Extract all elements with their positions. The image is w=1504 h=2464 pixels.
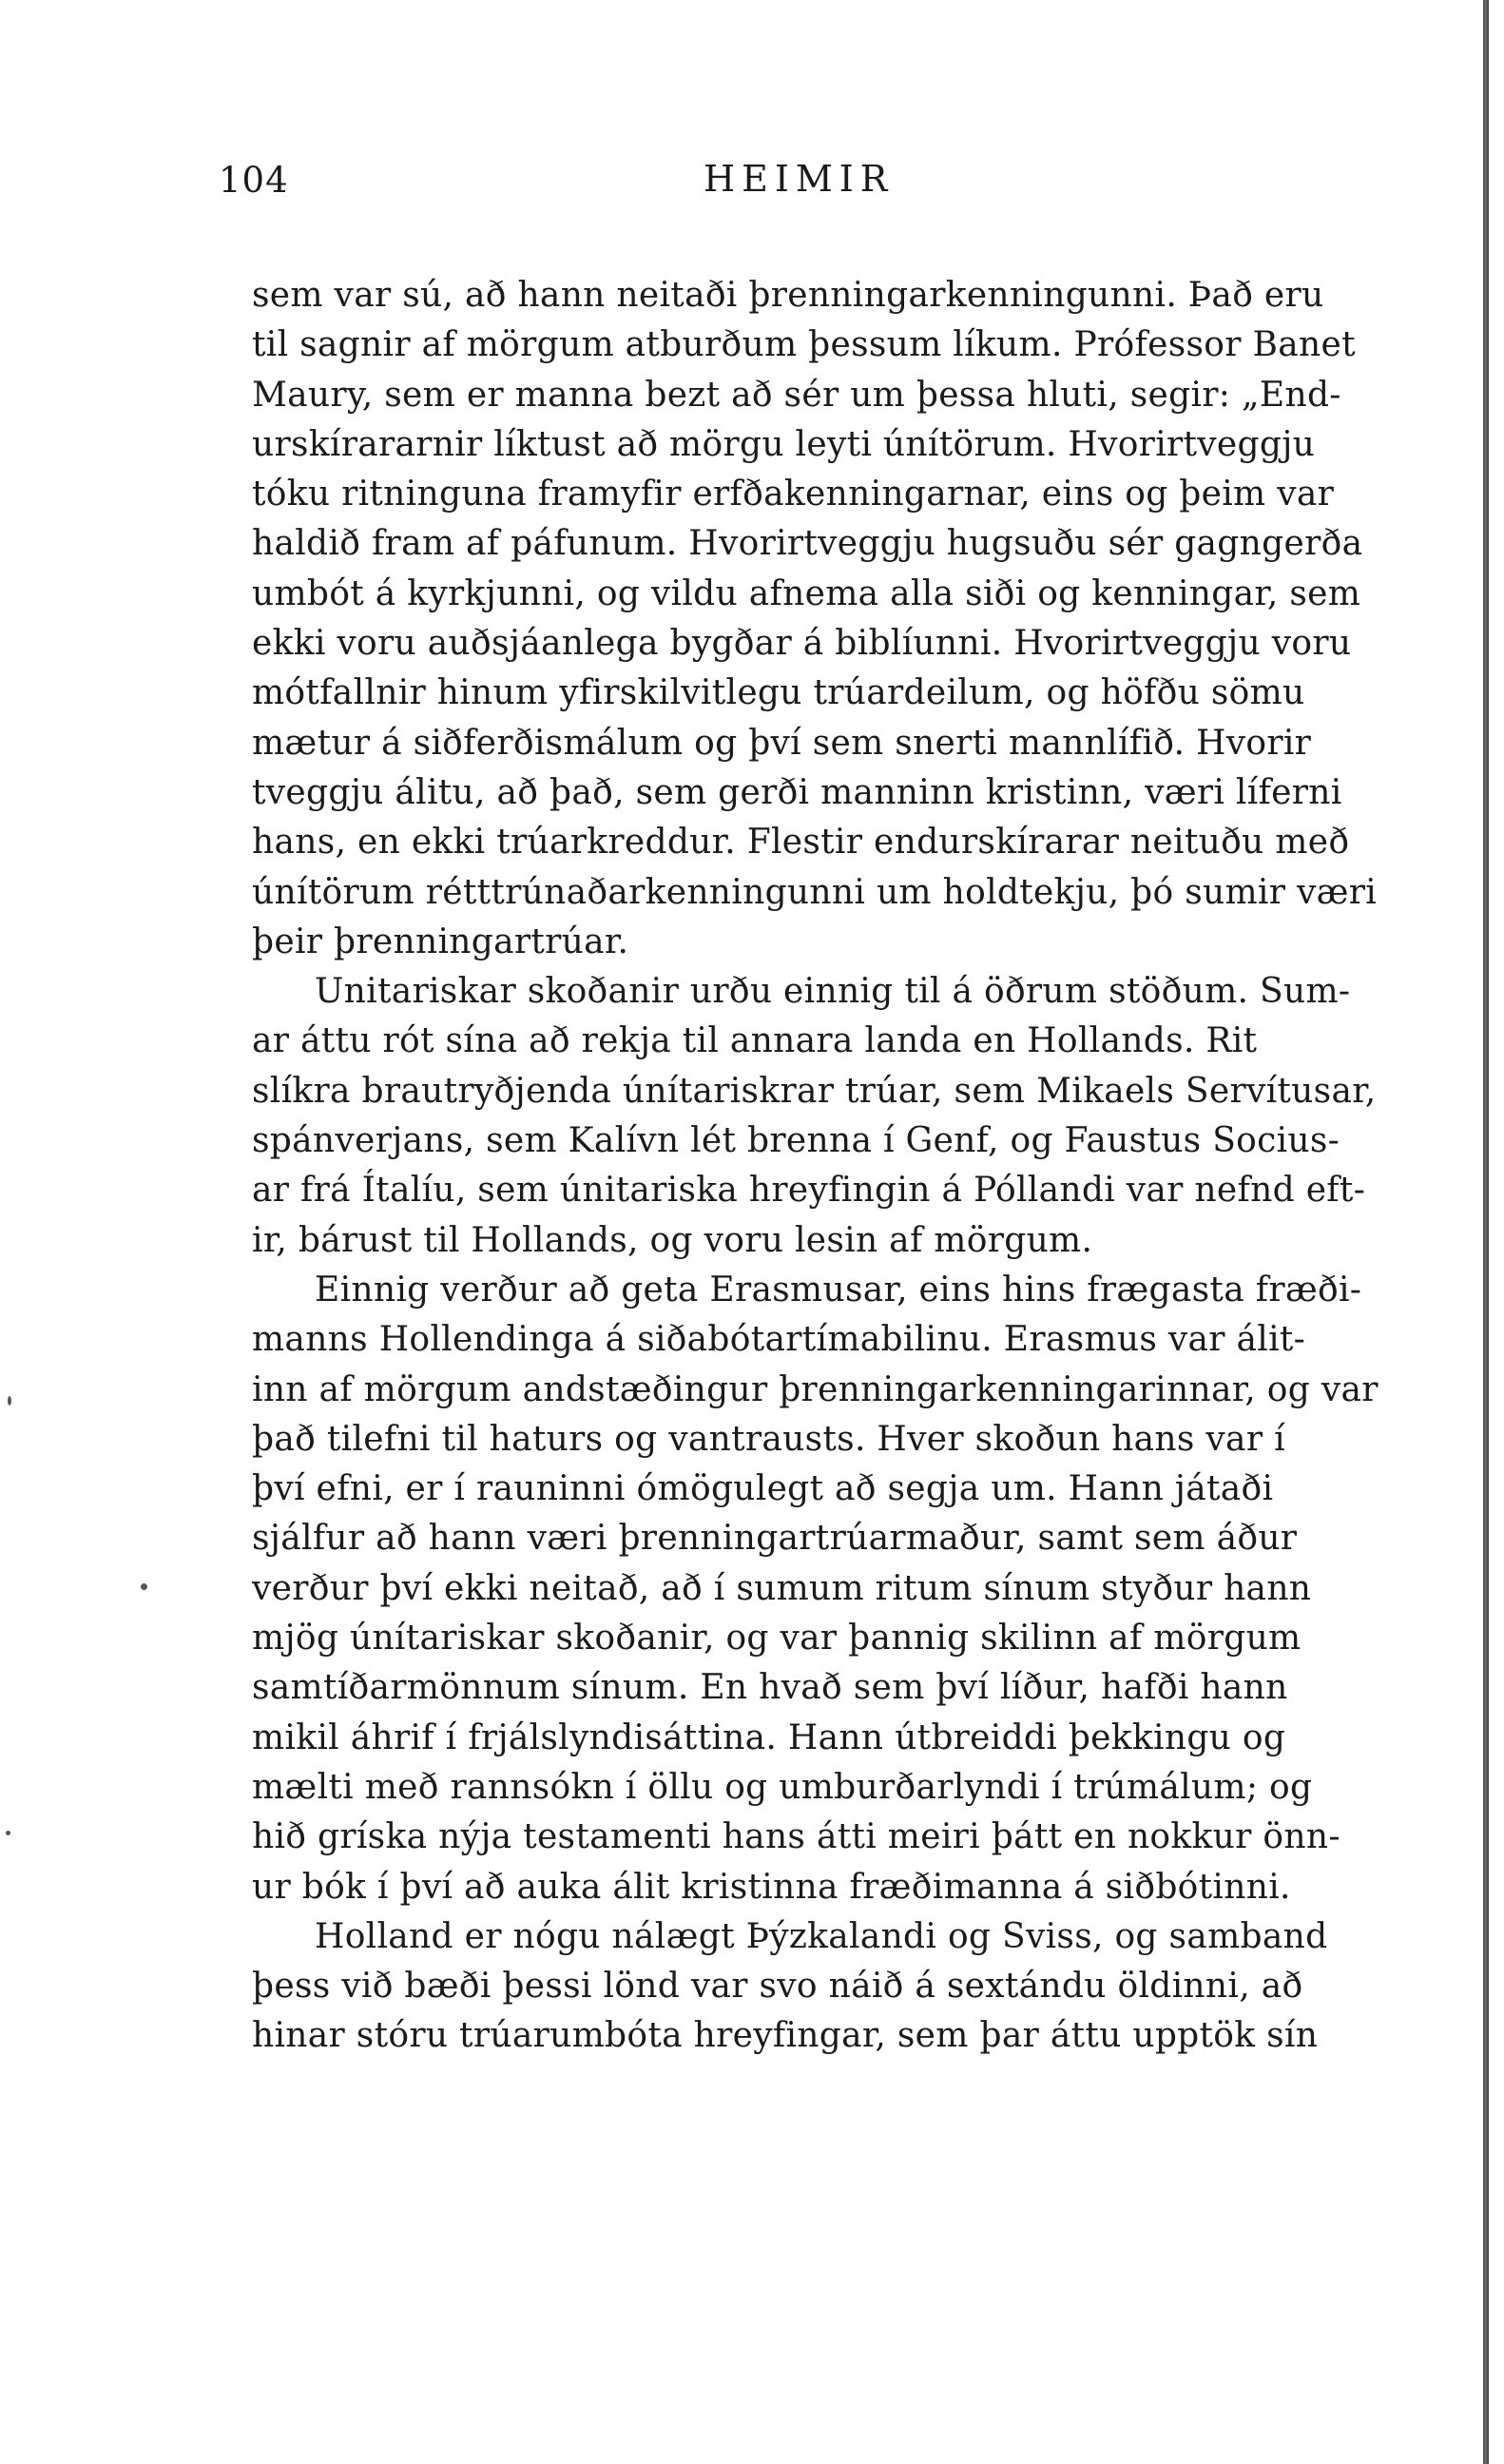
text-line: únítörum rétttrúnaðarkenningunni um holdtekju, þó sumir væri	[252, 872, 1378, 912]
text-line: mikil áhrif í frjálslyndisáttina. Hann útbreiddi þekkingu og	[252, 1717, 1286, 1757]
text-line: verður því ekki neitað, að í sumum ritum sínum styður hann	[252, 1568, 1312, 1608]
page-header	[219, 160, 1293, 207]
margin-speck	[8, 1396, 11, 1406]
text-line: Maury, sem er manna bezt að sér um þessa hluti, segir: „End-	[252, 375, 1341, 415]
margin-speck	[141, 1583, 147, 1590]
running-head: HEIMIR	[704, 158, 895, 200]
text-line: inn af mörgum andstæðingur þrenningarkenningarinnar, og var	[252, 1369, 1379, 1409]
text-line: ir, bárust til Hollands, og voru lesin af mörgum.	[252, 1220, 1093, 1260]
text-line: það tilefni til haturs og vantrausts. Hver skoðun hans var í	[252, 1419, 1285, 1459]
text-line: haldið fram af páfunum. Hvorirtveggju hugsuðu sér gagngerða	[252, 524, 1363, 564]
margin-speck	[6, 1831, 10, 1835]
text-line: þeir þrenningartrúar.	[252, 922, 629, 961]
text-line: til sagnir af mörgum atburðum þessum líkum. Prófessor Banet	[252, 325, 1356, 365]
text-line: slíkra brautryðjenda únítariskrar trúar, sem Mikaels Servítusar,	[252, 1071, 1377, 1111]
text-line: mælti með rannsókn í öllu og umburðarlyndi í trúmálum; og	[252, 1767, 1313, 1807]
text-line: því efni, er í rauninni ómögulegt að segja um. Hann játaði	[252, 1469, 1274, 1509]
text-line: sem var sú, að hann neitaði þrenningarkenningunni. Það eru	[252, 276, 1324, 315]
text-line: ar frá Ítalíu, sem únitariska hreyfingin á Póllandi var nefnd eft-	[252, 1171, 1366, 1211]
text-line: ekki voru auðsjáanlega bygðar á biblíunni. Hvorirtveggju voru	[252, 624, 1352, 664]
text-line: mótfallnir hinum yfirskilvitlegu trúardeilum, og höfðu sömu	[252, 673, 1305, 713]
text-line: tveggju álitu, að það, sem gerði manninn kristinn, væri líferni	[252, 772, 1342, 812]
text-line: þess við bæði þessi lönd var svo náið á sextándu öldinni, að	[252, 1967, 1303, 2007]
text-line: urskírararnir líktust að mörgu leyti únítörum. Hvorirtveggju	[252, 424, 1316, 464]
text-line: hans, en ekki trúarkreddur. Flestir endurskírarar neituðu með	[252, 823, 1350, 863]
text-line: umbót á kyrkjunni, og vildu afnema alla siði og kenningar, sem	[252, 573, 1361, 613]
text-line: hið gríska nýja testamenti hans átti meiri þátt en nokkur önn-	[252, 1817, 1340, 1857]
page-edge-shadow	[1483, 0, 1489, 2464]
text-line: Holland er nógu nálægt Þýzkalandi og Sviss, og samband	[315, 1916, 1328, 1956]
body-text	[252, 271, 1455, 2062]
text-line: manns Hollendinga á siðabótartímabilinu. Erasmus var álit-	[252, 1320, 1306, 1360]
text-line: tóku ritninguna framyfir erfðakenningarnar, eins og þeim var	[252, 475, 1335, 514]
text-line: mætur á siðferðismálum og því sem snerti mannlífið. Hvorir	[252, 723, 1312, 763]
text-line: ar áttu rót sína að rekja til annara landa en Hollands. Rit	[252, 1021, 1258, 1061]
text-line: Unitariskar skoðanir urðu einnig til á öðrum stöðum. Sum-	[315, 972, 1351, 1012]
page-number: 104	[219, 160, 289, 201]
text-line: mjög únítariskar skoðanir, og var þannig skilinn af mörgum	[252, 1619, 1302, 1659]
text-line: ur bók í því að auka álit kristinna fræðimanna á siðbótinni.	[252, 1867, 1291, 1907]
text-line: spánverjans, sem Kalívn lét brenna í Genf, og Faustus Socius-	[252, 1121, 1340, 1161]
text-line: samtíðarmönnum sínum. En hvað sem því líður, hafði hann	[252, 1668, 1288, 1708]
text-line: sjálfur að hann væri þrenningartrúarmaður, samt sem áður	[252, 1519, 1298, 1559]
text-line: Einnig verður að geta Erasmusar, eins hins frægasta fræði-	[315, 1270, 1362, 1310]
text-line: hinar stóru trúarumbóta hreyfingar, sem þar áttu upptök sín	[252, 2016, 1319, 2056]
